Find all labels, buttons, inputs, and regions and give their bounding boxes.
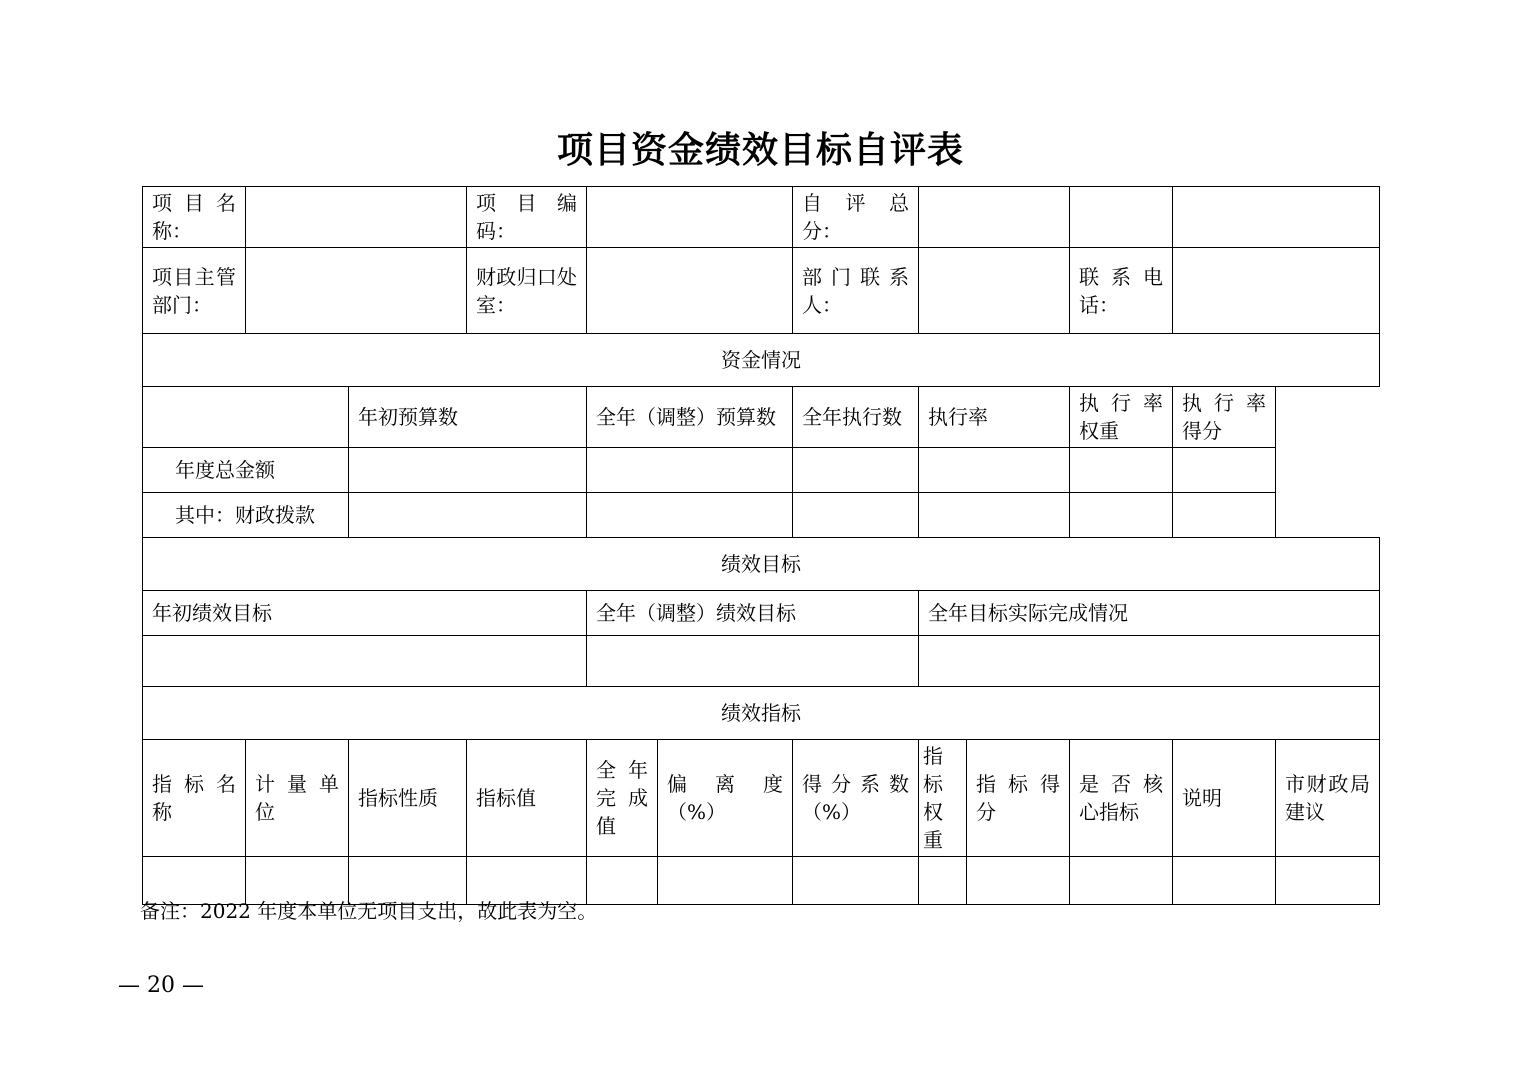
funds-row-fiscal: 其中：财政拨款 — [143, 493, 349, 538]
empty-cell[interactable] — [1070, 187, 1173, 248]
indicator-col-unit: 计 量 单位 — [246, 740, 349, 857]
finance-office-value[interactable] — [587, 248, 793, 334]
goals-cell[interactable] — [143, 636, 587, 687]
funds-cell[interactable] — [587, 493, 793, 538]
goals-col-adjusted: 全年（调整）绩效目标 — [587, 591, 919, 636]
funds-corner-cell — [143, 387, 349, 448]
goals-cell[interactable] — [919, 636, 1380, 687]
indicator-col-core: 是 否 核心指标 — [1070, 740, 1173, 857]
self-evaluation-table — [142, 186, 1380, 905]
department-label: 项目主管 部门： — [143, 248, 246, 334]
funds-cell[interactable] — [1070, 493, 1173, 538]
indicator-cell[interactable] — [919, 857, 967, 905]
funds-cell[interactable] — [1173, 493, 1276, 538]
finance-office-label: 财政归口处室： — [467, 248, 587, 334]
funds-cell[interactable] — [349, 493, 587, 538]
funds-col-initial-budget: 年初预算数 — [349, 387, 587, 448]
indicator-cell[interactable] — [967, 857, 1070, 905]
page-number: — 20 — — [118, 973, 204, 998]
funds-section-title: 资金情况 — [143, 334, 1380, 387]
funds-cell[interactable] — [1173, 448, 1276, 493]
indicator-cell[interactable] — [1173, 857, 1276, 905]
document-title: 项目资金绩效目标自评表 — [556, 130, 964, 171]
funds-cell[interactable] — [793, 493, 919, 538]
project-code-label: 项 目 编码： — [467, 187, 587, 248]
indicator-col-weight: 指标权重 — [919, 740, 967, 857]
phone-label: 联系电话： — [1070, 248, 1173, 334]
indicators-section-title: 绩效指标 — [143, 687, 1380, 740]
funds-cell[interactable] — [1070, 448, 1173, 493]
funds-col-executed: 全年执行数 — [793, 387, 919, 448]
funds-row-total: 年度总金额 — [143, 448, 349, 493]
project-name-label: 项 目 名称： — [143, 187, 246, 248]
indicator-cell[interactable] — [1070, 857, 1173, 905]
indicator-cell[interactable] — [1276, 857, 1380, 905]
goals-cell[interactable] — [587, 636, 919, 687]
funds-col-execution-rate: 执行率 — [919, 387, 1070, 448]
goals-col-actual: 全年目标实际完成情况 — [919, 591, 1380, 636]
funds-col-rate-score: 执 行 率得分 — [1173, 387, 1276, 448]
funds-cell[interactable] — [919, 493, 1070, 538]
table-note: 备注：2022 年度本单位无项目支出，故此表为空。 — [140, 899, 598, 923]
indicator-col-score-coef: 得分系数（%） — [793, 740, 919, 857]
indicator-col-suggestion: 市财政局建议 — [1276, 740, 1380, 857]
funds-cell[interactable] — [919, 448, 1070, 493]
project-code-value[interactable] — [587, 187, 793, 248]
indicator-col-nature: 指标性质 — [349, 740, 467, 857]
indicator-col-score: 指 标 得分 — [967, 740, 1070, 857]
self-score-label: 自 评 总分： — [793, 187, 919, 248]
indicator-cell[interactable] — [658, 857, 793, 905]
department-value[interactable] — [246, 248, 467, 334]
dept-contact-value[interactable] — [919, 248, 1070, 334]
goals-section-title: 绩效目标 — [143, 538, 1380, 591]
indicator-col-deviation: 偏 离 度（%） — [658, 740, 793, 857]
funds-cell[interactable] — [587, 448, 793, 493]
indicator-col-name: 指 标 名称 — [143, 740, 246, 857]
indicator-col-value: 指标值 — [467, 740, 587, 857]
indicator-col-notes: 说明 — [1173, 740, 1276, 857]
dept-contact-label: 部门联系人： — [793, 248, 919, 334]
funds-col-adjusted-budget: 全年（调整）预算数 — [587, 387, 793, 448]
indicator-col-completed: 全 年完 成值 — [587, 740, 658, 857]
goals-col-initial: 年初绩效目标 — [143, 591, 587, 636]
funds-cell[interactable] — [349, 448, 587, 493]
funds-col-rate-weight: 执 行 率权重 — [1070, 387, 1173, 448]
self-score-value[interactable] — [919, 187, 1070, 248]
phone-value[interactable] — [1173, 248, 1380, 334]
funds-cell[interactable] — [793, 448, 919, 493]
project-name-value[interactable] — [246, 187, 467, 248]
empty-cell[interactable] — [1173, 187, 1380, 248]
indicator-cell[interactable] — [793, 857, 919, 905]
